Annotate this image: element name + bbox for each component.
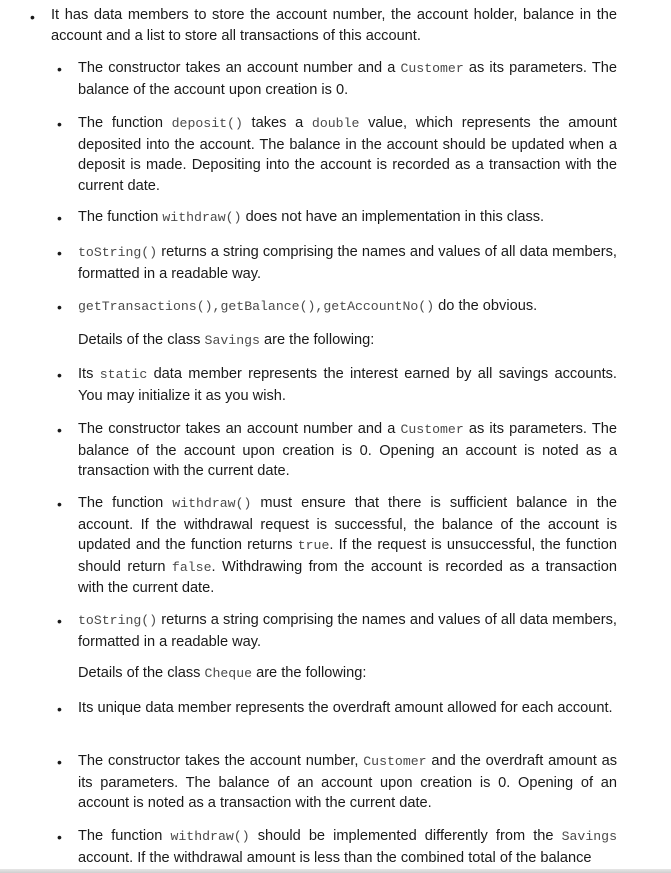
page-bottom-edge <box>0 869 671 873</box>
list-item-overdraft: Its unique data member represents the overdraft amount allowed for each account. <box>78 700 613 716</box>
code-savings: Savings <box>561 829 617 844</box>
code-withdraw: withdraw() <box>170 829 250 844</box>
bullet-icon: • <box>57 754 62 770</box>
bullet-icon: • <box>57 299 62 315</box>
bullet-icon: • <box>57 422 62 438</box>
code-customer: Customer <box>400 61 464 76</box>
list-item-cheque-withdraw: The function withdraw() should be implemented differently from the Savings account. If the withdrawal amount is less than the combined total of the balance <box>78 828 617 866</box>
bullet-icon: • <box>57 367 62 383</box>
code-savings: Savings <box>204 333 260 348</box>
bullet-icon: • <box>57 61 62 77</box>
list-item-withdraw: The function withdraw() does not have an implementation in this class. <box>78 209 545 225</box>
code-static: static <box>99 367 148 382</box>
bullet-icon: • <box>57 613 62 629</box>
bullet-icon: • <box>57 210 62 226</box>
savings-intro: Details of the class Savings are the following: <box>78 332 375 348</box>
bullet-icon: • <box>30 9 35 25</box>
code-customer: Customer <box>400 422 464 437</box>
code-getters: getTransactions(),getBalance(),getAccountNo() <box>78 299 435 314</box>
code-withdraw: withdraw() <box>162 210 242 225</box>
code-true: true <box>297 538 330 553</box>
code-withdraw: withdraw() <box>172 496 252 511</box>
bullet-icon: • <box>57 245 62 261</box>
list-item-savings-withdraw: The function withdraw() must ensure that there is sufficient balance in the account. If the withdrawal request is successful, the balance of the account is updated and the function returns true. If the request is unsuccessful, the function should return false. Withdrawing from the account is recorded as a transaction with the current date. <box>78 495 617 596</box>
list-item-static: Its static data member represents the interest earned by all savings accounts. You may initialize it as you wish. <box>78 366 617 404</box>
list-item-getters: getTransactions(),getBalance(),getAccountNo() do the obvious. <box>78 298 538 314</box>
code-false: false <box>171 559 212 575</box>
bullet-icon: • <box>57 116 62 132</box>
list-item-cheque-constructor: The constructor takes the account number, Customer and the overdraft amount as its parameters. The balance of an account upon creation is 0. Opening of an account is noted as a transaction with the current date. <box>78 753 617 811</box>
list-item-data-members: It has data members to store the account number, the account holder, balance in the account and a list to store all transactions of this account. <box>51 7 617 44</box>
code-deposit: deposit() <box>171 116 243 131</box>
code-cheque: Cheque <box>204 666 253 681</box>
list-item-savings-tostring: toString() returns a string comprising the names and values of all data members, formatted in a readable way. <box>78 612 617 650</box>
code-customer: Customer <box>363 754 427 769</box>
list-item-tostring: toString() returns a string comprising the names and values of all data members, formatted in a readable way. <box>78 244 617 282</box>
code-double: double <box>311 116 360 131</box>
code-tostring: toString() <box>78 245 158 260</box>
bullet-icon: • <box>57 496 62 512</box>
list-item-deposit: The function deposit() takes a double value, which represents the amount deposited into the account. The balance in the account should be updated when a deposit is made. Depositing into the account is recorded as a transaction with the current date. <box>78 115 617 194</box>
bullet-icon: • <box>57 829 62 845</box>
bullet-icon: • <box>57 701 62 717</box>
cheque-intro: Details of the class Cheque are the following: <box>78 665 367 681</box>
list-item-constructor: The constructor takes an account number and a Customer as its parameters. The balance of the account upon creation is 0. <box>78 60 617 98</box>
code-tostring: toString() <box>78 613 158 628</box>
list-item-savings-constructor: The constructor takes an account number and a Customer as its parameters. The balance of the account upon creation is 0. Opening an account is noted as a transaction with the current date. <box>78 421 617 479</box>
